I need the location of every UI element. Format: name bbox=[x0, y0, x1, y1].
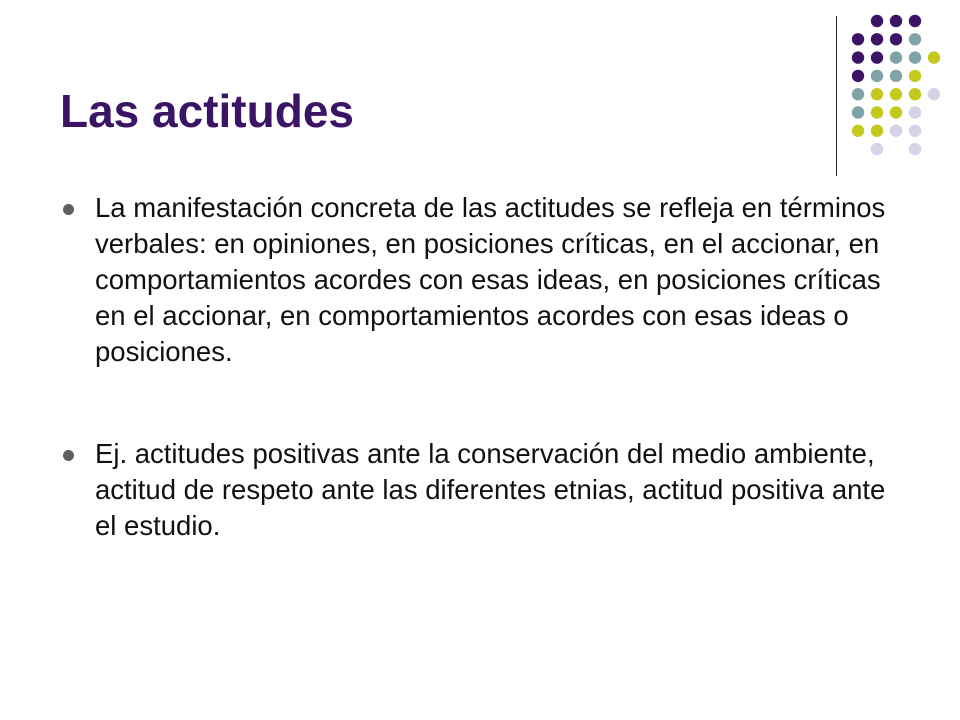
decorative-dot bbox=[909, 70, 921, 82]
decorative-dot bbox=[928, 88, 940, 100]
decorative-dot bbox=[890, 70, 902, 82]
decorative-dot bbox=[909, 15, 921, 27]
decorative-dot bbox=[928, 51, 940, 63]
decorative-dot bbox=[852, 88, 864, 100]
decorative-dot bbox=[890, 51, 902, 63]
decorative-dot bbox=[871, 88, 883, 100]
decorative-dot bbox=[890, 33, 902, 45]
decorative-dot bbox=[890, 125, 902, 137]
bullet-item-2 bbox=[60, 436, 910, 544]
decorative-dot bbox=[871, 70, 883, 82]
decorative-dot bbox=[852, 70, 864, 82]
decorative-dot bbox=[909, 106, 921, 118]
decorative-dot bbox=[890, 15, 902, 27]
decorative-dot bbox=[871, 15, 883, 27]
decorative-dot bbox=[909, 88, 921, 100]
decorative-dot bbox=[909, 125, 921, 137]
decorative-dot bbox=[871, 125, 883, 137]
slide-title: Las actitudes bbox=[60, 85, 354, 137]
decorative-dot bbox=[852, 33, 864, 45]
decorative-dot bbox=[890, 88, 902, 100]
decorative-dot bbox=[890, 106, 902, 118]
decorative-dot bbox=[871, 143, 883, 155]
bullet-item-1 bbox=[60, 190, 910, 370]
decorative-dot bbox=[852, 106, 864, 118]
bullet-list bbox=[60, 190, 910, 544]
decorative-dot bbox=[871, 106, 883, 118]
bullet-dot-icon bbox=[63, 204, 74, 215]
decorative-dot bbox=[852, 51, 864, 63]
decorative-dot bbox=[871, 33, 883, 45]
decorative-dot bbox=[909, 33, 921, 45]
decorative-dot bbox=[909, 143, 921, 155]
bullet-text-2: Ej. actitudes positivas ante la conservación del medio ambiente, actitud de respeto ante las diferentes etnias, actitud positiva ante el estudio. bbox=[95, 438, 886, 541]
decorative-dot bbox=[852, 125, 864, 137]
bullet-dot-icon bbox=[63, 450, 74, 461]
decorative-dot bbox=[871, 51, 883, 63]
decorative-dot bbox=[909, 51, 921, 63]
bullet-text-1: La manifestación concreta de las actitudes se refleja en términos verbales: en opiniones, en posiciones críticas, en el accionar, en comportamientos acordes con esas ideas, en posiciones críticas en el accionar, en comportamientos acordes con esas ideas o posiciones. bbox=[95, 192, 886, 367]
